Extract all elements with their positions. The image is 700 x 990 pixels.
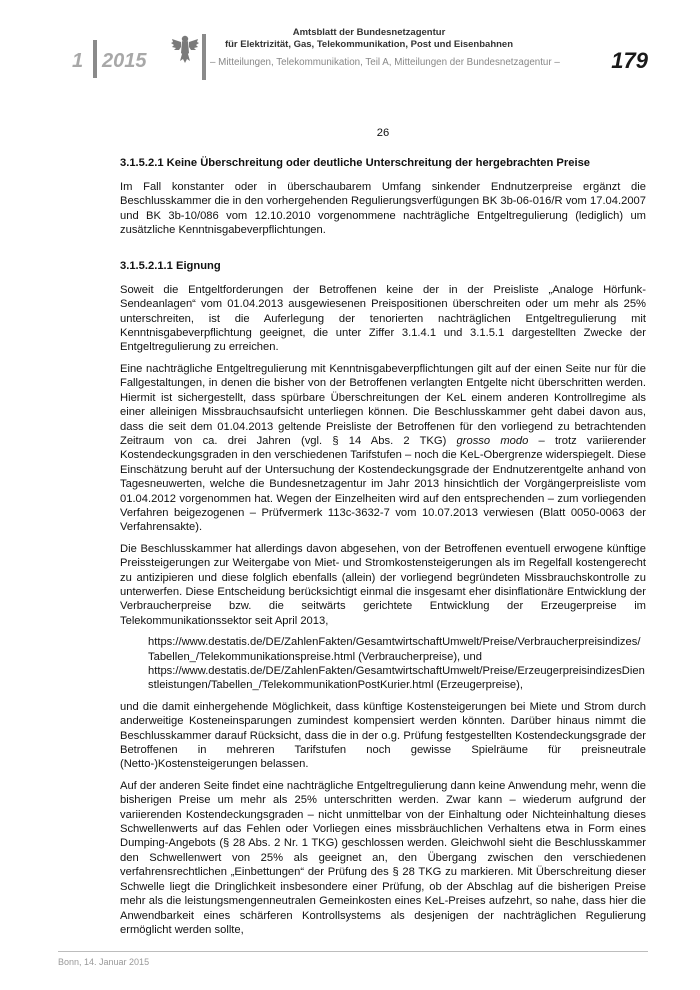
paragraph: Im Fall konstanter oder in überschaubarem Umfang sinkender Endnutzerpreise ergänzt die Beschlusskammer die in den vorhergehenden Regulierungsverfügungen BK 3b-06-016/R vom 17.04.2007 und BK 3b-10/086 vom 12.10.2010 vorgenommene nachträgliche Entgeltregulierung (lediglich) um zusätzliche Kenntnisgabeverpflichtungen. — [120, 180, 646, 237]
federal-eagle-icon — [170, 33, 200, 65]
paragraph-text: – trotz variierender Kostendeckungsgraden in den verschiedenen Tarifstufen – noch die KeL-Obergrenze widerspiegelt. Diese Einschätzung beruht auf der Untersuchung der Kostendeckungsgrade der Endnutzerentgelte anhand von Tagesneuwerten, welche die Bundesnetzagentur im Jahr 2013 hinsichtlich der Vorgängerpreisliste vom 01.04.2012 vorgenommen hat. Wegen der Einzelheiten wird auf den entsprechenden – zum vorliegenden Verfahren beigezogenen – Prüfvermerk 113c-3632-7 vom 10.07.2013 verwiesen (Blatt 0050-0063 der Verfahrensakte). — [120, 434, 646, 534]
paragraph — [120, 362, 646, 535]
paragraph: Auf der anderen Seite findet eine nachträgliche Entgeltregulierung dann keine Anwendung mehr, wenn die bisherigen Preise um mehr als 25% unterschritten werden. Zwar kann – wiederum aufgrund der variierenden Kostendeckungsgraden – nicht unmittelbar von der Einhaltung oder Nichteinhaltung dieses Schwellenwerts auf das Fehlen oder Vorliegen eines missbräuchlichen Verhaltens etwa in Form eines Dumping-Angebots (§ 28 Abs. 2 Nr. 1 TKG) geschlossen werden. Gleichwohl sieht die Beschlusskammer den Schwellenwert von 25% als geeignet an, den Übergang zwischen den verschiedenen verfahrensrechtlichen „Einbettungen“ der Prüfung des § 28 TKG zu markieren. Mit Überschreitung dieser Schwelle liegt die Dringlichkeit insbesondere einer Prüfung, ob der Abschlag auf die bisherigen Preise mehr als die leistungsmengenneutralen Gemeinkosten eines KeL-Preises aufzehrt, so nahe, dass hier die Anwendbarkeit eines schärferen Kontrollsystems als desjenigen der nachträglichen Regulierung ermöglicht werden sollte, — [120, 779, 646, 936]
document-page-number: 26 — [376, 127, 390, 139]
gazette-subtitle: – Mitteilungen, Telekommunikation, Teil A, Mitteilungen der Bundesnetzagentur – — [210, 57, 560, 68]
paragraph-text: Eine nachträgliche Entgeltregulierung mit Kenntnisgabeverpflichtungen gilt auf der einen Seite nur für die Fallgestaltungen, in denen die bisher von der Betroffenen verlangten Entgelte nicht überschritten werden. Hiermit ist sichergestellt, dass spürbare Überschreitungen der KeL einem anderen Kontrollregime als einer alleinigen Missbrauchsaufsicht unterliegen können. Die Beschlusskammer geht dabei davon aus, dass die seit dem 01.04.2013 geltende Preisliste der Betroffenen für den vorliegend zu betrachtenden Zeitraum von ca. drei Jahren (vgl. § 14 Abs. 2 TKG) — [120, 362, 646, 447]
paragraph: und die damit einhergehende Möglichkeit, dass künftige Kostensteigerungen bei Miete und Strom durch anderweitige Kosteneinsparungen zumindest kompensiert werden könnten. Darüber hinaus nimmt die Beschlusskammer darauf Rücksicht, dass die in der o.g. Prüfung festgestellten Kostendeckungsgrade der Betroffenen in mehreren Tarifstufen noch gewisse Spielräume für preisneutrale (Netto-)Kostensteigerungen belassen. — [120, 700, 646, 771]
gazette-title — [214, 27, 524, 51]
url-link[interactable]: https://www.destatis.de/DE/ZahlenFakten/GesamtwirtschaftUmwelt/Preise/Verbraucherpreisindizes/Tabellen_/Telekommunikationspreise.html (Verbraucherpreise), und — [148, 636, 641, 663]
header-divider — [202, 34, 206, 80]
footer-date: Bonn, 14. Januar 2015 — [58, 957, 150, 967]
url-link[interactable]: https://www.destatis.de/DE/ZahlenFakten/GesamtwirtschaftUmwelt/Preise/ErzeugerpreisindizesDienstleistungen/Tabellen_/TelekommunikationPostKurier.html (Erzeugerpreise), — [148, 665, 645, 692]
section-heading: 3.1.5.2.1 Keine Überschreitung oder deutliche Unterschreitung der hergebrachten Preise — [120, 157, 591, 170]
emphasis-text: grosso modo — [456, 434, 529, 447]
gazette-title-line: für Elektrizität, Gas, Telekommunikation, Post und Eisenbahnen — [224, 39, 514, 50]
header-divider — [93, 40, 97, 78]
document-body — [120, 126, 646, 944]
paragraph: Soweit die Entgeltforderungen der Betroffenen keine der in der Preisliste „Analoge Hörfunk-Sendeanlagen“ vom 01.04.2013 ausgewiesenen Preispositionen überschreiten oder um mehr als 25% unterschreiten, ist die Auferlegung der tenorierten nachträglichen Entgeltregulierung mit Kenntnisgabeverpflichtung geeignet, die unter Ziffer 3.1.4.1 und 3.1.5.1 dargestellten Zwecke der Entgeltregulierung zu erreichen. — [120, 283, 646, 354]
section-heading: 3.1.5.2.1.1 Eignung — [120, 260, 221, 273]
url-list — [120, 635, 646, 693]
page-number: 179 — [611, 48, 648, 73]
gazette-title-line: Amtsblatt der Bundesnetzagentur — [292, 27, 446, 38]
paragraph: Die Beschlusskammer hat allerdings davon abgesehen, von der Betroffenen eventuell erwogene künftige Preissteigerungen zur Weitergabe von Miet- und Stromkostensteigerungen als im Regelfall kostengerecht zu antizipieren und diese folglich ebenfalls (allein) der vorliegend begründeten Missbrauchskontrolle zu unterwerfen. Diese Entscheidung berücksichtigt einmal die insgesamt eher disinflationäre Entwicklung der Verbraucherpreise bzw. die seitwärts gerichtete Entwicklung der Erzeugerpreise im Telekommunikationssektor seit April 2013, — [120, 542, 646, 627]
issue-year: 2015 — [102, 50, 147, 72]
footer-divider — [58, 951, 648, 952]
issue-number: 1 — [72, 50, 84, 72]
